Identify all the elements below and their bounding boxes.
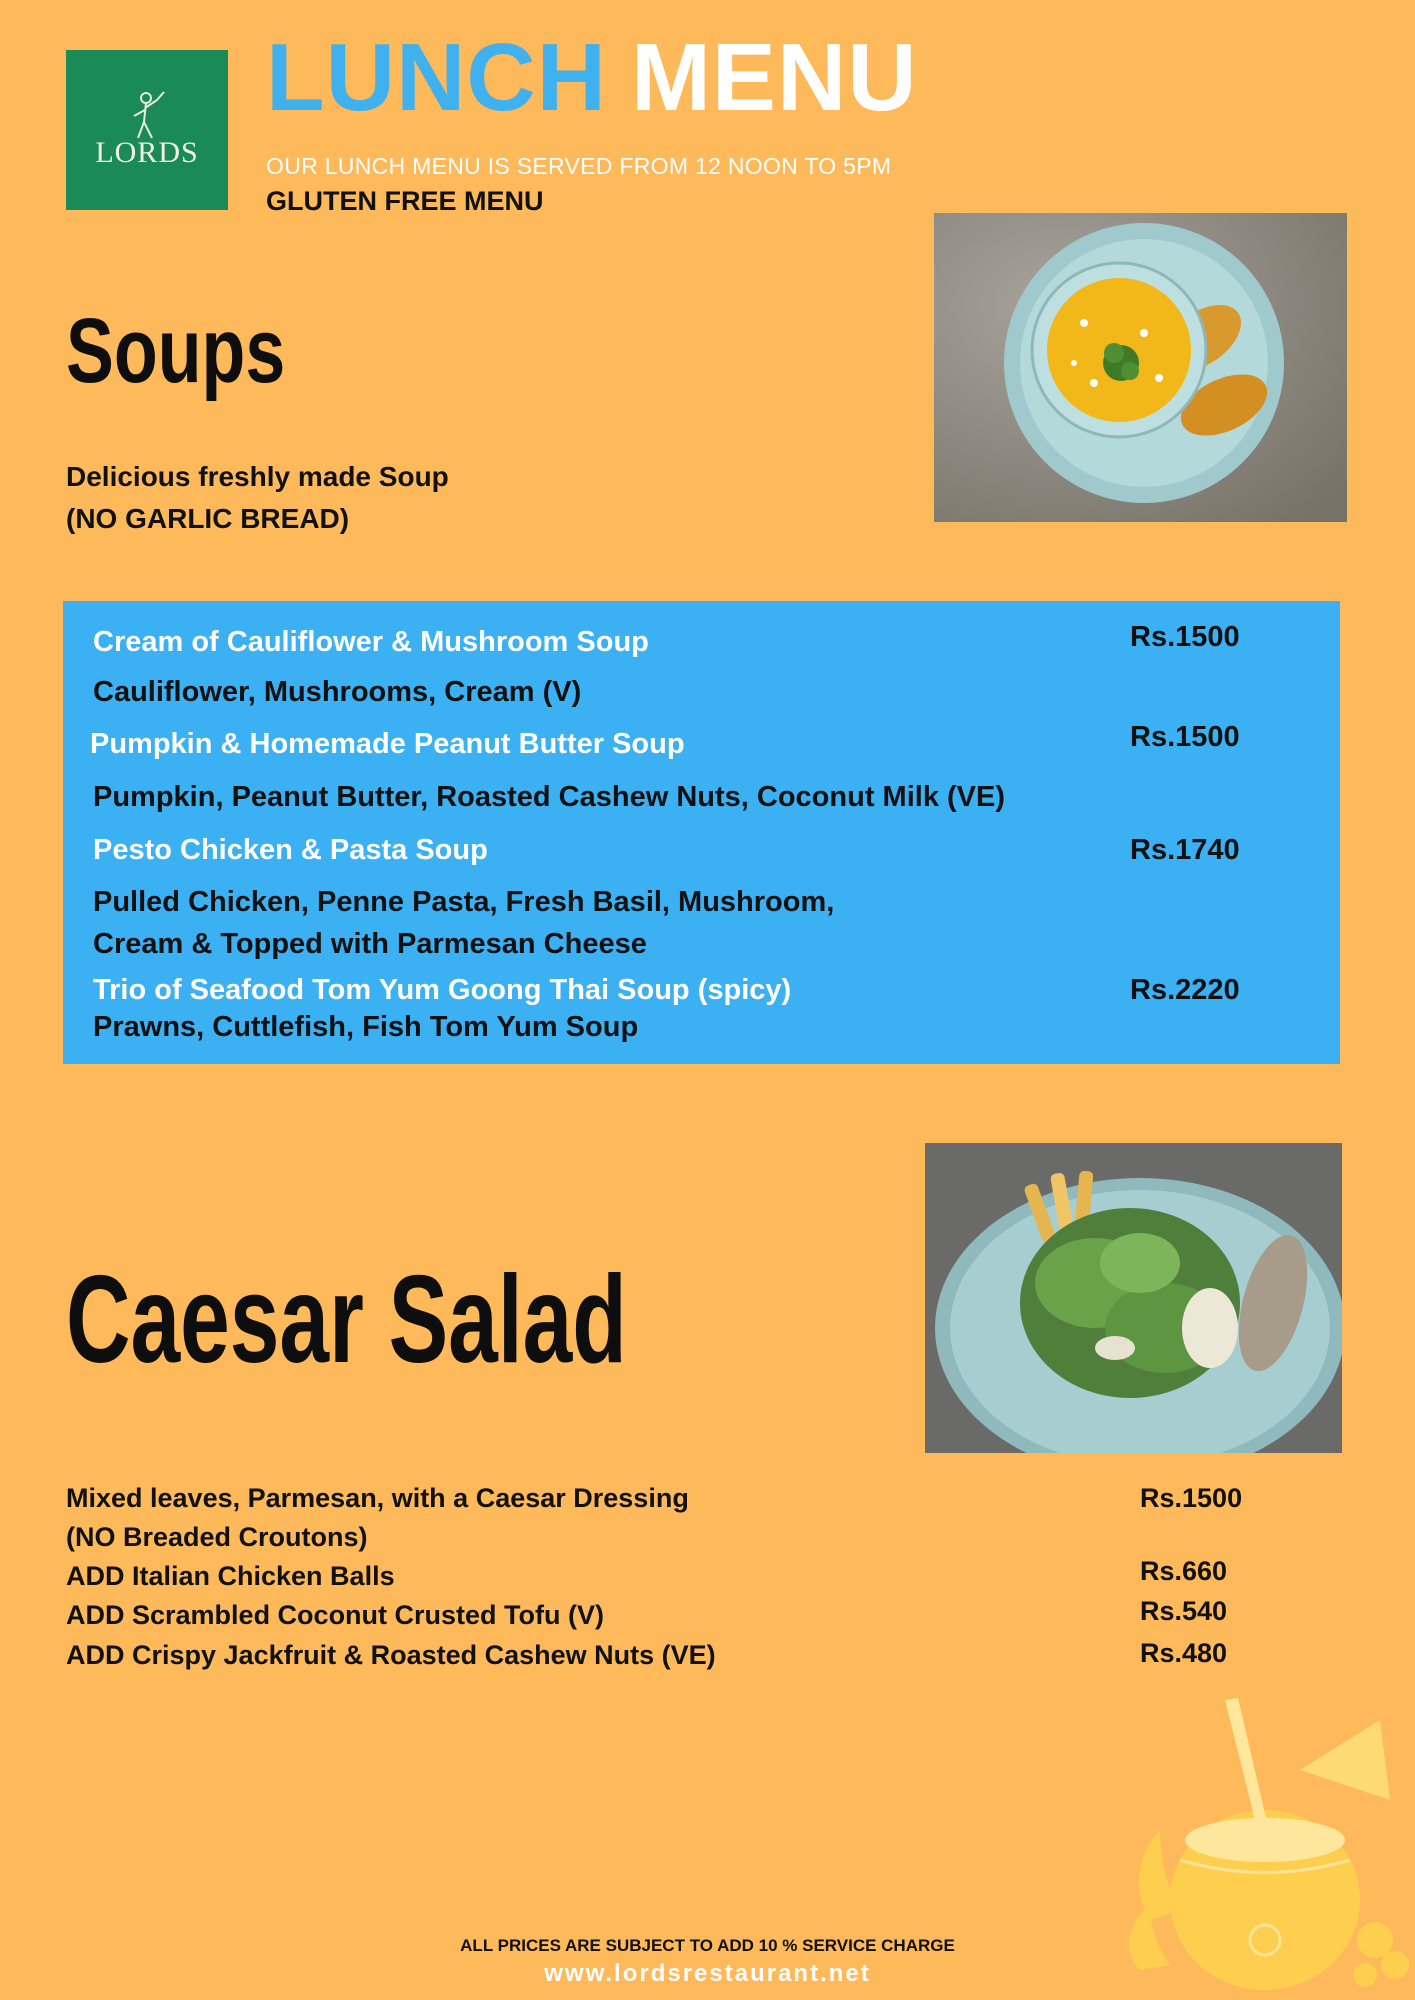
soup-item-description: Cauliflower, Mushrooms, Cream (V) xyxy=(93,676,582,708)
logo-wordmark: LORDS xyxy=(95,136,199,169)
pumpkin-soup-image xyxy=(934,213,1347,522)
soup-item-price: Rs.1740 xyxy=(1130,834,1240,866)
page-title xyxy=(266,24,918,131)
salad-addon-price: Rs.540 xyxy=(1140,1596,1228,1626)
soup-item-price: Rs.1500 xyxy=(1130,621,1240,653)
title-lunch: LUNCH xyxy=(266,24,607,131)
soup-item-price: Rs.1500 xyxy=(1130,721,1240,753)
soup-item-name: Pesto Chicken & Pasta Soup xyxy=(93,834,488,866)
soup-item-description: Pulled Chicken, Penne Pasta, Fresh Basil, Mushroom, xyxy=(93,886,835,918)
soup-item-description: Cream & Topped with Parmesan Cheese xyxy=(93,928,647,960)
soup-photo xyxy=(934,213,1347,522)
salad-item-price: Rs.1500 xyxy=(1140,1483,1243,1513)
menu-type-label: GLUTEN FREE MENU xyxy=(266,186,544,216)
salad-addon: ADD Scrambled Coconut Crusted Tofu (V) xyxy=(66,1600,605,1630)
caesar-salad-image xyxy=(925,1143,1342,1453)
salad-addon: ADD Crispy Jackfruit & Roasted Cashew Nuts (VE) xyxy=(66,1640,716,1670)
salad-addon-price: Rs.480 xyxy=(1140,1638,1228,1668)
soup-item-name: Trio of Seafood Tom Yum Goong Thai Soup (spicy) xyxy=(93,974,792,1006)
salad-photo xyxy=(925,1143,1342,1453)
title-menu: MENU xyxy=(630,24,918,131)
soups-description-line: Delicious freshly made Soup xyxy=(66,461,449,492)
caesar-salad-heading: Caesar Salad xyxy=(66,1251,627,1389)
soup-item-name: Cream of Cauliflower & Mushroom Soup xyxy=(93,626,649,658)
soup-item-price: Rs.2220 xyxy=(1130,974,1240,1006)
serving-hours: OUR LUNCH MENU IS SERVED FROM 12 NOON TO 5PM xyxy=(266,153,892,179)
salad-addon-price: Rs.660 xyxy=(1140,1556,1228,1586)
salad-note: (NO Breaded Croutons) xyxy=(66,1522,368,1552)
soup-item-description: Pumpkin, Peanut Butter, Roasted Cashew Nuts, Coconut Milk (VE) xyxy=(93,781,1005,813)
soup-items-panel xyxy=(63,601,1340,1064)
website-url[interactable]: www.lordsrestaurant.net xyxy=(544,1960,871,1987)
soup-item-description: Prawns, Cuttlefish, Fish Tom Yum Soup xyxy=(93,1011,639,1043)
service-charge-note: ALL PRICES ARE SUBJECT TO ADD 10 % SERVICE CHARGE xyxy=(460,1936,955,1955)
soups-description xyxy=(66,456,449,540)
lords-logo xyxy=(66,50,228,210)
salad-addon: ADD Italian Chicken Balls xyxy=(66,1561,395,1591)
salad-item: Mixed leaves, Parmesan, with a Caesar Dressing xyxy=(66,1483,689,1513)
soups-note: (NO GARLIC BREAD) xyxy=(66,503,350,534)
soups-heading: Soups xyxy=(66,300,286,402)
soup-item-name: Pumpkin & Homemade Peanut Butter Soup xyxy=(90,728,685,760)
